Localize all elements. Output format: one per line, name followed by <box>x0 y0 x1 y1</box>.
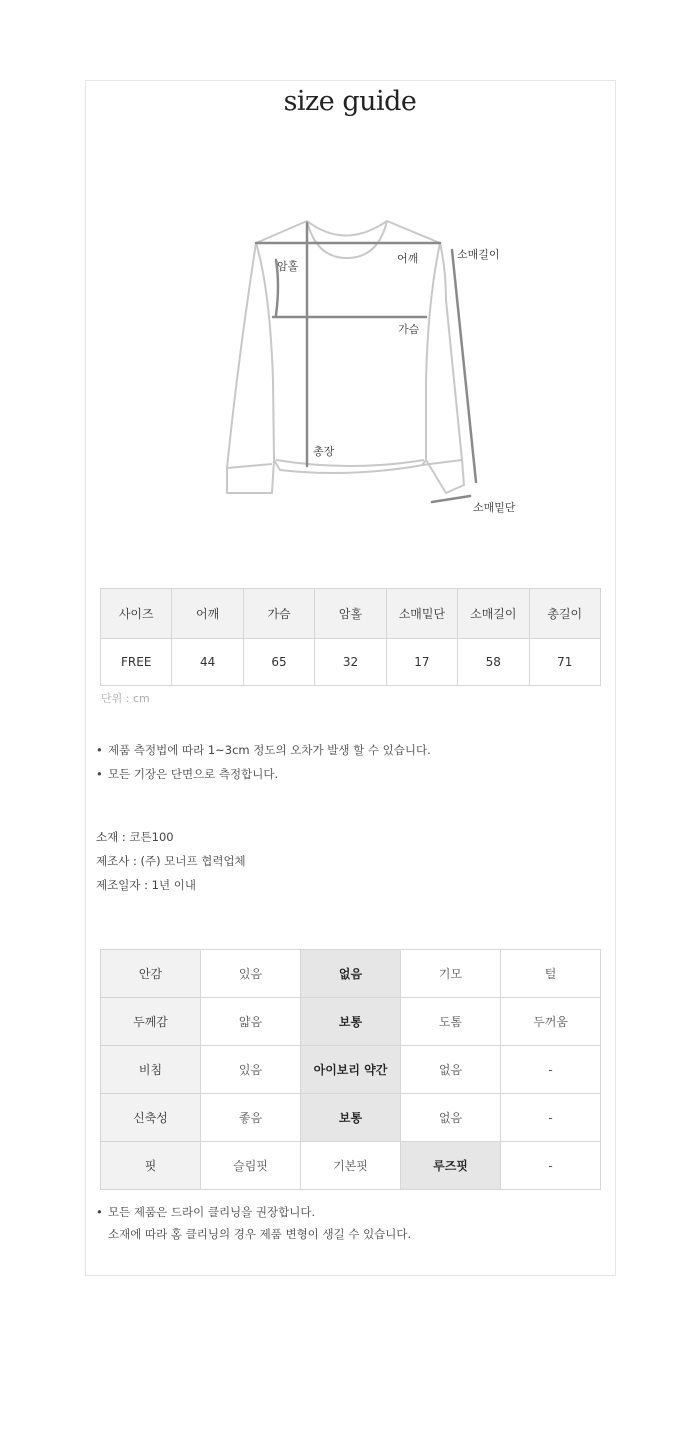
fabric-option-selected: 없음 <box>301 950 401 998</box>
fabric-row-label: 신축성 <box>101 1094 201 1142</box>
size-table-header-row <box>101 589 601 639</box>
care-line <box>96 1201 411 1223</box>
total-length-label: 총장 <box>313 445 335 458</box>
size-cell: 44 <box>172 639 243 686</box>
size-cell: 58 <box>458 639 529 686</box>
size-header-cell: 어깨 <box>172 589 243 639</box>
fabric-option: 도톰 <box>401 998 501 1046</box>
chest-label: 가슴 <box>398 323 420 336</box>
spec-material <box>96 829 174 845</box>
fabric-option: 얇음 <box>201 998 301 1046</box>
sleeve-length-label: 소매길이 <box>457 248 500 261</box>
armhole-label: 암홀 <box>277 260 299 273</box>
fabric-row-label: 두께감 <box>101 998 201 1046</box>
bullet-icon: • <box>96 743 103 757</box>
bullet-icon: • <box>96 767 103 781</box>
fabric-option: 좋음 <box>201 1094 301 1142</box>
size-header-cell: 소매밑단 <box>386 589 457 639</box>
care-line: 소재에 따라 홈 클리닝의 경우 제품 변형이 생길 수 있습니다. <box>108 1227 412 1241</box>
spec-key: 제조사 : <box>96 854 137 868</box>
fabric-option-selected: 루즈핏 <box>401 1142 501 1190</box>
size-header-cell: 사이즈 <box>101 589 172 639</box>
fabric-option: - <box>501 1046 601 1094</box>
measurement-note <box>96 766 278 782</box>
spec-key: 제조일자 : <box>96 878 148 892</box>
fabric-option: - <box>501 1142 601 1190</box>
fabric-row-fit <box>101 1142 601 1190</box>
note-text: 모든 기장은 단면으로 측정합니다. <box>108 767 279 781</box>
fabric-row-stretch <box>101 1094 601 1142</box>
fabric-info-table <box>100 949 601 1190</box>
fabric-option: 있음 <box>201 950 301 998</box>
size-header-cell: 가슴 <box>243 589 314 639</box>
fabric-row-lining <box>101 950 601 998</box>
fabric-row-thickness <box>101 998 601 1046</box>
page-title: size guide <box>283 86 417 117</box>
size-table <box>100 588 601 686</box>
note-text: 제품 측정법에 따라 1~3cm 정도의 오차가 발생 할 수 있습니다. <box>108 743 431 757</box>
fabric-row-label: 비침 <box>101 1046 201 1094</box>
size-header-cell: 암홀 <box>315 589 386 639</box>
care-text: 모든 제품은 드라이 클리닝을 권장합니다. <box>108 1205 316 1219</box>
sleeve-length-measure-line <box>452 250 476 482</box>
spec-manufacturer <box>96 853 246 869</box>
measurement-note <box>96 742 431 758</box>
fabric-option: 없음 <box>401 1094 501 1142</box>
fabric-option-selected: 보통 <box>301 998 401 1046</box>
fabric-option: 기본핏 <box>301 1142 401 1190</box>
fabric-option: 있음 <box>201 1046 301 1094</box>
fabric-option-selected: 아이보리 약간 <box>301 1046 401 1094</box>
spec-value: 코튼100 <box>129 830 174 844</box>
size-cell: 71 <box>529 639 600 686</box>
fabric-option: 두꺼움 <box>501 998 601 1046</box>
size-header-cell: 총길이 <box>529 589 600 639</box>
fabric-option: 없음 <box>401 1046 501 1094</box>
spec-value: (주) 모너프 협력업체 <box>140 854 246 868</box>
bullet-icon: • <box>96 1205 103 1219</box>
fabric-row-label: 핏 <box>101 1142 201 1190</box>
size-table-row <box>101 639 601 686</box>
fabric-option: - <box>501 1094 601 1142</box>
fabric-option: 털 <box>501 950 601 998</box>
spec-value: 1년 이내 <box>151 878 196 892</box>
shoulder-label: 어깨 <box>397 252 419 265</box>
fabric-option-selected: 보통 <box>301 1094 401 1142</box>
care-instructions <box>96 1201 411 1245</box>
spec-manufacture-date <box>96 877 196 893</box>
fabric-row-sheerness <box>101 1046 601 1094</box>
size-cell: 17 <box>386 639 457 686</box>
size-cell: FREE <box>101 639 172 686</box>
unit-note: 단위 : cm <box>101 692 150 705</box>
cuff-label: 소매밑단 <box>473 501 516 514</box>
size-header-cell: 소매길이 <box>458 589 529 639</box>
fabric-option: 기모 <box>401 950 501 998</box>
fabric-row-label: 안감 <box>101 950 201 998</box>
size-cell: 65 <box>243 639 314 686</box>
fabric-option: 슬림핏 <box>201 1142 301 1190</box>
cuff-measure-line <box>432 496 470 502</box>
size-cell: 32 <box>315 639 386 686</box>
spec-key: 소재 : <box>96 830 126 844</box>
